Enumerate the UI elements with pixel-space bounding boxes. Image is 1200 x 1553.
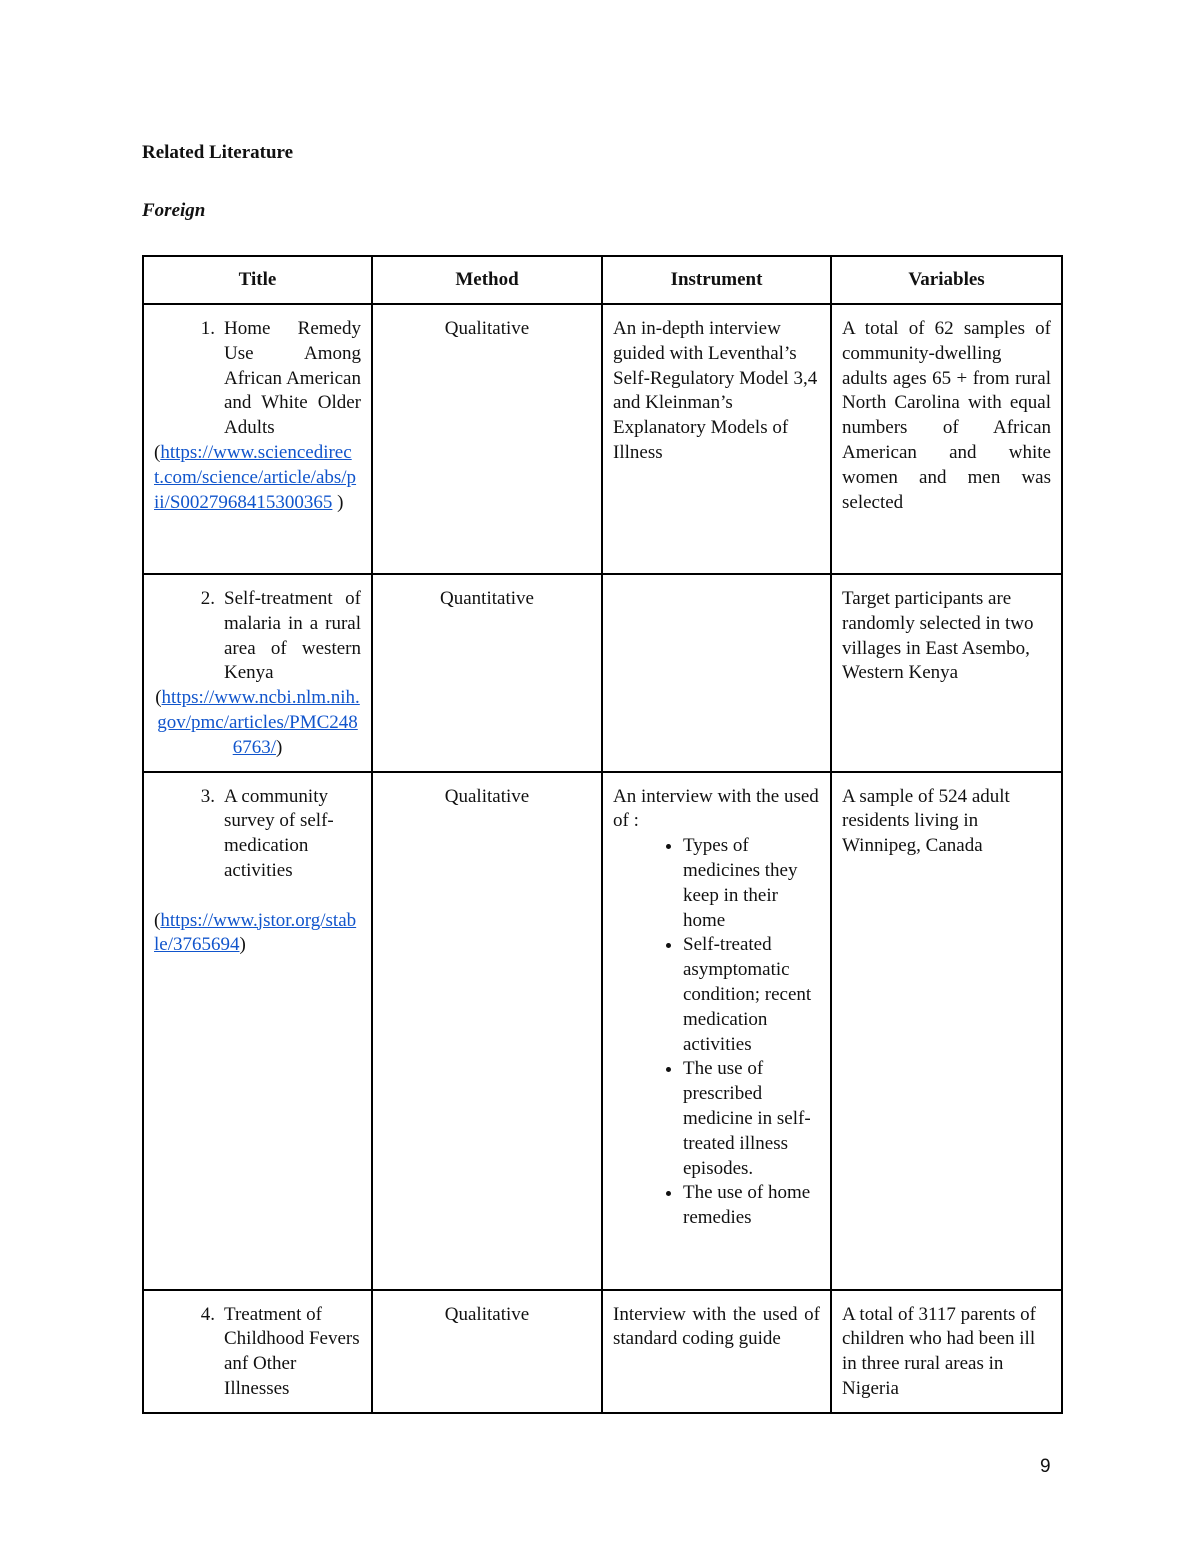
variables-cell: A total of 62 samples of community-dwelling adults ages 65 + from rural North Carolina with equal numbers of African American and white women and men was selected	[831, 304, 1062, 574]
source-citation: (https://www.jstor.org/stable/3765694)	[154, 909, 357, 956]
list-item: • The use of home remedies	[683, 1181, 820, 1231]
variables-cell: A sample of 524 adult residents living in Winnipeg, Canada	[831, 772, 1062, 1290]
section-subheading: Foreign	[142, 200, 206, 221]
source-link[interactable]: https://www.sciencedirect.com/science/article/abs/pii/S0027968415300365	[154, 441, 357, 513]
list-item: • Self-treated asymptomatic condition; recent medication activities	[683, 933, 820, 1057]
method-cell: Qualitative	[372, 772, 602, 1290]
instrument-cell	[602, 772, 831, 1290]
variables-cell: Target participants are randomly selected in two villages in East Asembo, Western Kenya	[831, 574, 1062, 772]
list-item: • Types of medicines they keep in their home	[683, 834, 820, 933]
instrument-cell: Interview with the used of standard coding guide	[602, 1290, 831, 1413]
study-title: A community survey of self-medication activities	[224, 785, 334, 881]
source-link[interactable]: https://www.ncbi.nlm.nih.gov/pmc/articles/PMC2486763/	[157, 687, 360, 758]
study-title: Treatment of Childhood Fevers anf Other Illnesses	[224, 1303, 360, 1399]
row-number: 2.	[200, 588, 215, 609]
source-link[interactable]: https://www.jstor.org/stable/3765694	[154, 909, 357, 956]
table-row	[143, 772, 1062, 1290]
list-item: • The use of prescribed medicine in self-treated illness episodes.	[683, 1057, 820, 1181]
study-title: Self-treatment of malaria in a rural area of western Kenya	[224, 588, 361, 684]
row-number: 4.	[200, 1303, 215, 1325]
source-citation: (https://www.sciencedirect.com/science/article/abs/pii/S0027968415300365 )	[154, 441, 357, 513]
method-cell: Qualitative	[372, 1290, 602, 1413]
title-cell	[143, 1290, 372, 1413]
title-cell	[143, 304, 372, 574]
instrument-intro: An interview with the used of :	[613, 785, 819, 832]
method-cell: Quantitative	[372, 574, 602, 772]
table-row	[143, 304, 1062, 574]
title-cell	[143, 574, 372, 772]
instrument-list	[613, 834, 820, 1231]
table-header-row	[143, 256, 1062, 304]
page-number: 9	[1040, 1456, 1051, 1477]
section-heading: Related Literature	[142, 142, 294, 163]
table-row	[143, 574, 1062, 772]
source-citation: (https://www.ncbi.nlm.nih.gov/pmc/articles/PMC2486763/)	[155, 687, 360, 758]
literature-table	[142, 255, 1063, 1414]
column-header-instrument: Instrument	[602, 256, 831, 304]
column-header-title: Title	[143, 256, 372, 304]
title-cell	[143, 772, 372, 1290]
instrument-cell: An in-depth interview guided with Leventhal’s Self-Regulatory Model 3,4 and Kleinman’s Explanatory Models of Illness	[602, 304, 831, 574]
variables-cell: A total of 3117 parents of children who had been ill in three rural areas in Nigeria	[831, 1290, 1062, 1413]
method-cell: Qualitative	[372, 304, 602, 574]
table-row	[143, 1290, 1062, 1413]
row-number: 1.	[200, 318, 215, 339]
column-header-variables: Variables	[831, 256, 1062, 304]
row-number: 3.	[200, 785, 215, 807]
instrument-cell	[602, 574, 831, 772]
study-title: Home Remedy Use Among African American and White Older Adults	[224, 318, 361, 439]
column-header-method: Method	[372, 256, 602, 304]
